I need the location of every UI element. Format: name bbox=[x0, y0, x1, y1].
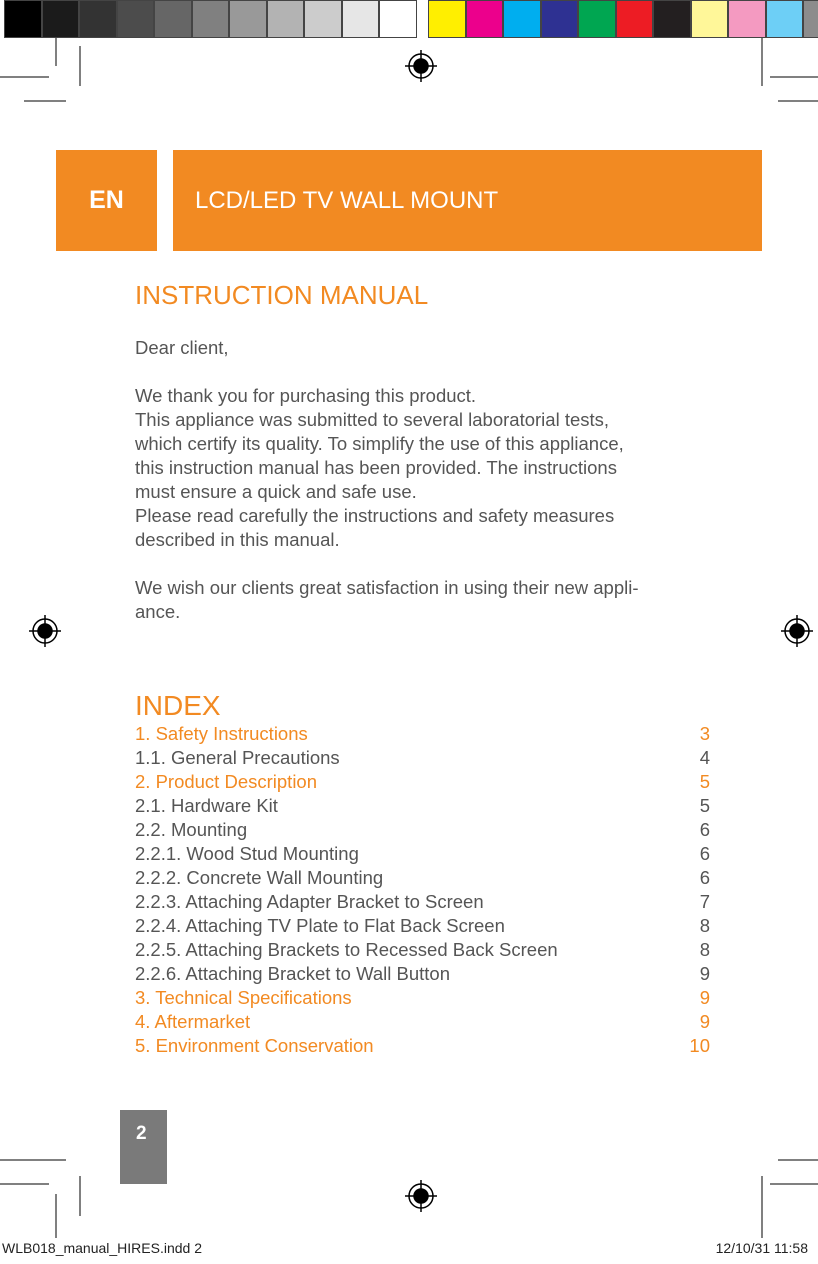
index-entry bbox=[135, 962, 710, 986]
slug-filename: WLB018_manual_HIRES.indd 2 bbox=[2, 1240, 203, 1256]
color-swatch bbox=[803, 0, 818, 38]
index-entry-page: 6 bbox=[699, 819, 710, 840]
index-entry-label: 2.1. Hardware Kit bbox=[135, 795, 278, 816]
index-entry bbox=[135, 746, 710, 770]
index-entry bbox=[135, 1010, 710, 1034]
index-entry-page: 9 bbox=[699, 987, 710, 1008]
index-entry-page: 9 bbox=[699, 963, 710, 984]
index-entry-label: 2.2.3. Attaching Adapter Bracket to Screen bbox=[135, 891, 484, 912]
index-entry bbox=[135, 842, 710, 866]
paragraph-line: which certify its quality. To simplify the use of this appliance, bbox=[135, 433, 624, 454]
index-entry-label: 2.2.1. Wood Stud Mounting bbox=[135, 843, 359, 864]
paragraph-line: ance. bbox=[135, 601, 181, 622]
index-entry-page: 3 bbox=[699, 723, 710, 744]
index-entry-label: 4. Aftermarket bbox=[135, 1011, 251, 1032]
registration-mark-bottom bbox=[405, 1180, 437, 1212]
index-entry-label: 1. Safety Instructions bbox=[135, 723, 308, 744]
registration-mark-top bbox=[405, 50, 437, 82]
index-entry-page: 10 bbox=[689, 1035, 710, 1056]
page-number: 2 bbox=[136, 1123, 147, 1144]
color-swatch bbox=[229, 0, 267, 38]
paragraph-line: We thank you for purchasing this product. bbox=[135, 385, 477, 406]
greeting: Dear client, bbox=[135, 337, 229, 358]
index-entry bbox=[135, 914, 710, 938]
index-entry bbox=[135, 722, 710, 746]
slug-datetime: 12/10/31 11:58 bbox=[715, 1240, 808, 1256]
index-entry bbox=[135, 770, 710, 794]
color-swatch bbox=[541, 0, 579, 38]
index-entry-page: 9 bbox=[699, 1011, 710, 1032]
document-title: LCD/LED TV WALL MOUNT bbox=[195, 187, 499, 214]
closing-paragraph bbox=[135, 576, 639, 624]
paragraph-line: We wish our clients great satisfaction in using their new appli- bbox=[135, 577, 639, 598]
index-entry-page: 6 bbox=[699, 867, 710, 888]
color-swatch bbox=[728, 0, 766, 38]
color-swatch bbox=[154, 0, 192, 38]
index-entry-page: 6 bbox=[699, 843, 710, 864]
index-entry-page: 8 bbox=[699, 939, 710, 960]
index-entry-page: 8 bbox=[699, 915, 710, 936]
color-swatch bbox=[428, 0, 466, 38]
color-swatch bbox=[79, 0, 117, 38]
index-entry bbox=[135, 818, 710, 842]
index-entry bbox=[135, 890, 710, 914]
color-swatch bbox=[766, 0, 804, 38]
index-entry-label: 2.2.2. Concrete Wall Mounting bbox=[135, 867, 384, 888]
index-entry-label: 2.2.6. Attaching Bracket to Wall Button bbox=[135, 963, 451, 984]
language-code: EN bbox=[89, 186, 124, 214]
index-entry bbox=[135, 986, 710, 1010]
registration-mark-left bbox=[29, 615, 61, 647]
color-swatch bbox=[578, 0, 616, 38]
index-entry-page: 5 bbox=[699, 771, 710, 792]
table-of-contents bbox=[135, 722, 710, 1058]
section-heading-index: INDEX bbox=[135, 690, 221, 721]
index-entry-label: 2.2.5. Attaching Brackets to Recessed Back Screen bbox=[135, 939, 558, 960]
index-entry-page: 5 bbox=[699, 795, 710, 816]
index-entry-label: 2.2.4. Attaching TV Plate to Flat Back Screen bbox=[135, 915, 505, 936]
color-swatch bbox=[466, 0, 504, 38]
paragraph-line: this instruction manual has been provided. The instructions bbox=[135, 457, 617, 478]
index-entry bbox=[135, 866, 710, 890]
paragraph-line: must ensure a quick and safe use. bbox=[135, 481, 417, 502]
color-swatch bbox=[304, 0, 342, 38]
index-entry bbox=[135, 938, 710, 962]
section-heading-instruction-manual: INSTRUCTION MANUAL bbox=[135, 280, 429, 310]
index-entry-label: 2. Product Description bbox=[135, 771, 318, 792]
registration-mark-right bbox=[781, 615, 813, 647]
color-swatch bbox=[691, 0, 729, 38]
color-swatch bbox=[653, 0, 691, 38]
color-swatch bbox=[503, 0, 541, 38]
index-entry bbox=[135, 794, 710, 818]
intro-paragraph bbox=[135, 384, 624, 552]
color-swatch bbox=[117, 0, 155, 38]
index-entry-label: 5. Environment Conservation bbox=[135, 1035, 374, 1056]
page-number-tab bbox=[120, 1110, 167, 1184]
color-calibration-bar bbox=[0, 0, 818, 38]
index-entry-label: 2.2. Mounting bbox=[135, 819, 248, 840]
language-badge bbox=[56, 150, 157, 251]
color-swatch bbox=[616, 0, 654, 38]
title-banner bbox=[173, 150, 762, 251]
color-swatch bbox=[42, 0, 80, 38]
paragraph-line: described in this manual. bbox=[135, 529, 340, 550]
index-entry-page: 4 bbox=[699, 747, 710, 768]
color-swatch bbox=[4, 0, 42, 38]
color-swatch bbox=[379, 0, 417, 38]
color-swatch bbox=[267, 0, 305, 38]
paragraph-line: Please read carefully the instructions and safety measures bbox=[135, 505, 615, 526]
index-entry-label: 3. Technical Specifications bbox=[135, 987, 352, 1008]
index-entry bbox=[135, 1034, 710, 1058]
index-entry-page: 7 bbox=[699, 891, 710, 912]
paragraph-line: This appliance was submitted to several laboratorial tests, bbox=[135, 409, 610, 430]
index-entry-label: 1.1. General Precautions bbox=[135, 747, 340, 768]
color-swatch bbox=[192, 0, 230, 38]
color-swatch bbox=[342, 0, 380, 38]
